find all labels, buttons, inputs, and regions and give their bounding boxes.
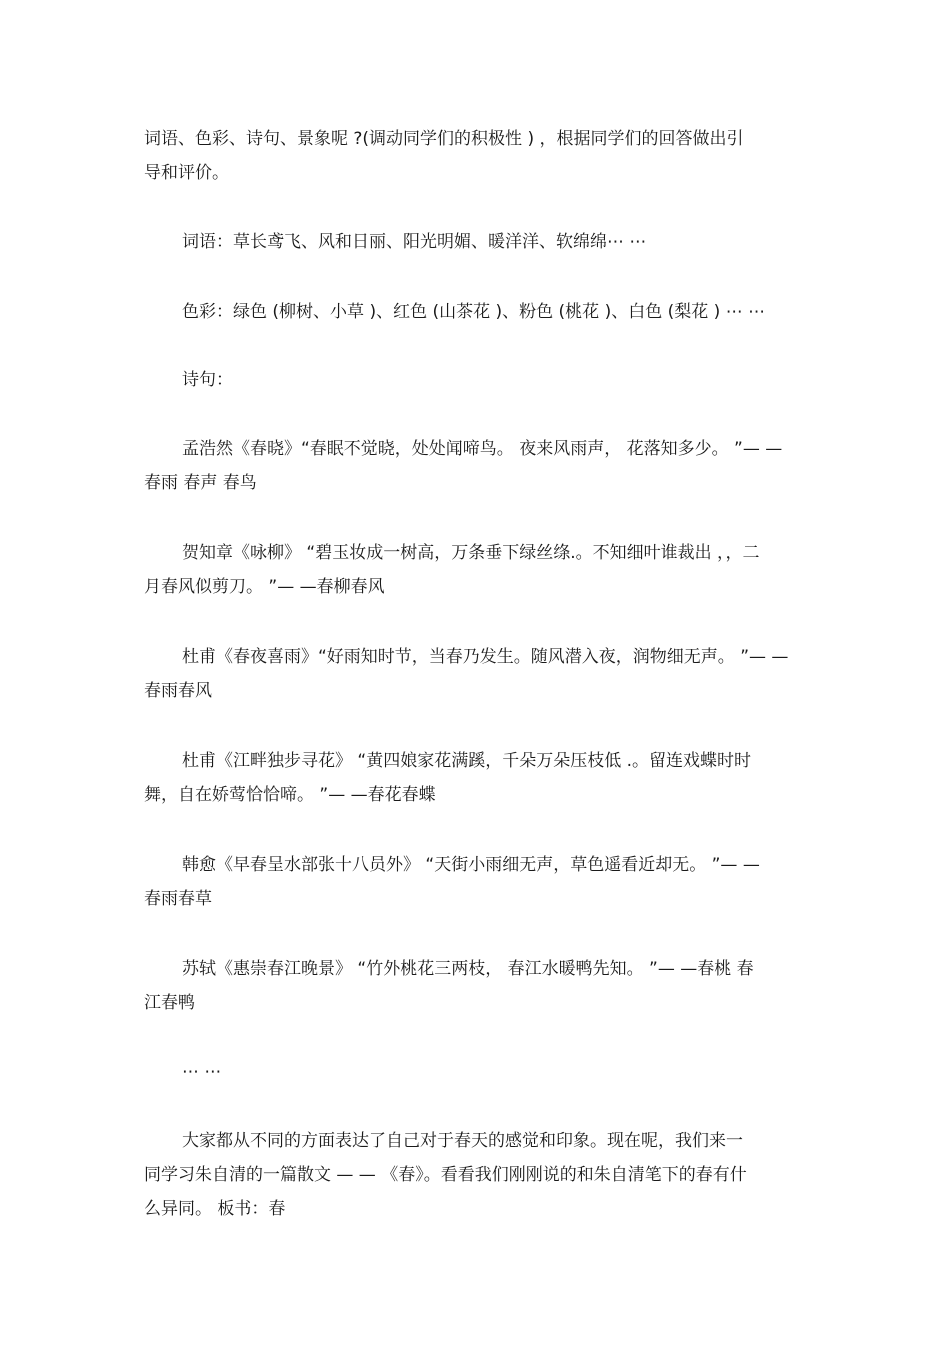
text-line: 诗句： [182, 370, 233, 390]
paragraph-poem-he [144, 536, 824, 604]
paragraph-poem-du-1 [144, 640, 824, 708]
text-line: 导和评价。 [144, 163, 229, 183]
paragraph-colors [144, 295, 824, 329]
paragraph-poem-han [144, 848, 824, 916]
paragraph-poems-heading [144, 363, 824, 397]
text-line: 春雨 春声 春鸟 [144, 473, 257, 493]
text-line: 词语：草长鸢飞、风和日丽、阳光明媚、暖洋洋、软绵绵⋯ ⋯ [182, 232, 647, 252]
paragraph-intro [144, 122, 824, 190]
paragraph-conclusion [144, 1124, 824, 1226]
text-line: 同学习朱自清的一篇散文 — — 《春》。看看我们刚刚说的和朱自清笔下的春有什 [144, 1165, 747, 1185]
paragraph-poem-du-2 [144, 744, 824, 812]
text-line: 苏轼《惠崇春江晚景》 “竹外桃花三两枝， 春江水暖鸭先知。 ”— —春桃 春 [182, 959, 754, 979]
text-line: 么异同。 板书：春 [144, 1199, 286, 1219]
text-line: 色彩：绿色 (柳树、小草 )、红色 (山茶花 )、粉色 (桃花 )、白色 (梨花 ) ⋯ ⋯ [182, 302, 766, 322]
text-line: 春雨春草 [144, 889, 212, 909]
text-line: 大家都从不同的方面表达了自己对于春天的感觉和印象。现在呢，我们来一 [182, 1131, 743, 1151]
text-line: 孟浩然《春晓》“春眠不觉晓，处处闻啼鸟。 夜来风雨声， 花落知多少。 ”— — [182, 439, 783, 459]
paragraph-words [144, 225, 824, 259]
text-line: 杜甫《春夜喜雨》“好雨知时节，当春乃发生。随风潜入夜，润物细无声。 ”— — [182, 647, 789, 667]
text-line: 春雨春风 [144, 681, 212, 701]
text-line: 词语、色彩、诗句、景象呢 ?(调动同学们的积极性 ) ，根据同学们的回答做出引 [144, 129, 744, 149]
text-line: 江春鸭 [144, 993, 195, 1013]
text-line: 月春风似剪刀。 ”— —春柳春风 [144, 577, 385, 597]
text-line: 杜甫《江畔独步寻花》 “黄四娘家花满蹊，千朵万朵压枝低 .。留连戏蝶时时 [182, 751, 752, 771]
paragraph-ellipsis [144, 1055, 824, 1089]
text-line: 贺知章《咏柳》 “碧玉妆成一树高，万条垂下绿丝绦.。不知细叶谁裁出 ，，二 [182, 543, 760, 563]
text-line: 舞，自在娇莺恰恰啼。 ”— —春花春蝶 [144, 785, 436, 805]
paragraph-poem-meng [144, 432, 824, 500]
text-line: ⋯ ⋯ [182, 1062, 222, 1082]
paragraph-poem-su [144, 952, 824, 1020]
text-line: 韩愈《早春呈水部张十八员外》 “天街小雨细无声，草色遥看近却无。 ”— — [182, 855, 760, 875]
